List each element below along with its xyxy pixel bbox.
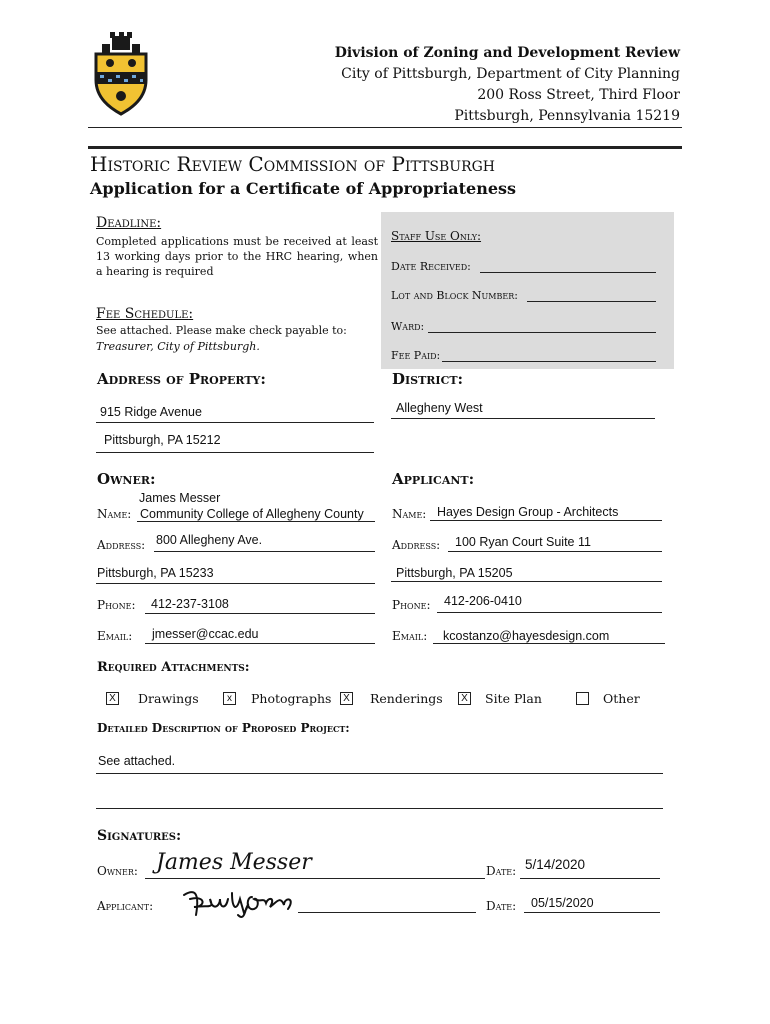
date-received-label: Date Received:: [391, 260, 471, 273]
deadline-label: Deadline:: [96, 215, 162, 231]
fee-paid-label: Fee Paid:: [391, 349, 441, 362]
applicant-phone[interactable]: 412-206-0410: [444, 594, 522, 608]
city-address: Pittsburgh, Pennsylvania 15219: [454, 108, 680, 124]
owner-email-label: Email:: [97, 629, 133, 643]
applicant-email-label: Email:: [392, 629, 428, 643]
applicant-signature-label: Applicant:: [97, 899, 154, 913]
owner-name-line2[interactable]: Community College of Allegheny County: [140, 507, 364, 521]
division-title: Division of Zoning and Development Review: [334, 45, 680, 61]
fee-payable-to: Treasurer, City of Pittsburgh.: [96, 340, 260, 353]
description-label: Detailed Description of Proposed Project:: [97, 721, 350, 735]
owner-signature-label: Owner:: [97, 864, 138, 878]
owner-name-line1[interactable]: James Messer: [139, 491, 221, 505]
description-text[interactable]: See attached.: [98, 754, 176, 768]
signatures-label: Signatures:: [97, 828, 182, 844]
applicant-name-label: Name:: [392, 507, 427, 521]
ward-label: Ward:: [391, 320, 425, 333]
ward-field[interactable]: [428, 332, 656, 333]
site-plan-checkbox[interactable]: X: [458, 692, 471, 705]
drawings-checkbox[interactable]: X: [106, 692, 119, 705]
photographs-label: Photographs: [251, 691, 332, 706]
owner-phone[interactable]: 412-237-3108: [151, 597, 229, 611]
applicant-name[interactable]: Hayes Design Group - Architects: [437, 505, 619, 519]
property-address-line2[interactable]: Pittsburgh, PA 15212: [104, 433, 221, 447]
lot-block-label: Lot and Block Number:: [391, 289, 518, 302]
department-name: City of Pittsburgh, Department of City Planning: [341, 66, 680, 82]
applicant-date[interactable]: 05/15/2020: [531, 896, 594, 910]
applicant-signature[interactable]: [180, 885, 300, 919]
page-subtitle: Application for a Certificate of Appropriateness: [90, 179, 517, 198]
applicant-address-line2[interactable]: Pittsburgh, PA 15205: [396, 566, 513, 580]
applicant-email[interactable]: kcostanzo@hayesdesign.com: [443, 629, 610, 643]
renderings-label: Renderings: [370, 691, 443, 706]
owner-name-label: Name:: [97, 507, 132, 521]
applicant-address-line1[interactable]: 100 Ryan Court Suite 11: [455, 535, 591, 549]
applicant-phone-label: Phone:: [392, 598, 431, 612]
owner-address-line1[interactable]: 800 Allegheny Ave.: [156, 533, 263, 547]
date-received-field[interactable]: [480, 272, 656, 273]
deadline-text: Completed applications must be received at least 13 working days prior to the HRC hearing, when a hearing is required: [96, 235, 378, 278]
attachments-label: Required Attachments:: [97, 660, 250, 675]
owner-label: Owner:: [97, 470, 156, 488]
title-rule: [88, 146, 682, 149]
owner-date[interactable]: 5/14/2020: [525, 857, 586, 872]
fee-schedule-text: See attached. Please make check payable to:: [96, 324, 347, 337]
owner-signature[interactable]: James Messer: [156, 850, 312, 875]
property-address-line1[interactable]: 915 Ridge Avenue: [100, 405, 202, 419]
renderings-checkbox[interactable]: X: [340, 692, 353, 705]
street-address: 200 Ross Street, Third Floor: [477, 87, 680, 103]
owner-date-label: Date:: [486, 864, 517, 878]
fee-paid-field[interactable]: [442, 361, 656, 362]
owner-address-label: Address:: [97, 538, 146, 552]
owner-address-line2[interactable]: Pittsburgh, PA 15233: [97, 566, 214, 580]
owner-email[interactable]: jmesser@ccac.edu: [152, 627, 259, 641]
site-plan-label: Site Plan: [485, 691, 542, 706]
district-label: District:: [392, 370, 464, 388]
photographs-checkbox[interactable]: x: [223, 692, 236, 705]
district-value[interactable]: Allegheny West: [396, 401, 483, 415]
applicant-label: Applicant:: [392, 470, 475, 488]
applicant-address-label: Address:: [392, 538, 441, 552]
other-label: Other: [603, 691, 640, 706]
property-address-label: Address of Property:: [97, 370, 266, 388]
other-checkbox[interactable]: [576, 692, 589, 705]
fee-schedule-label: Fee Schedule:: [96, 306, 194, 322]
staff-use-label: Staff Use Only:: [391, 229, 482, 243]
city-seal-logo: [90, 32, 152, 116]
drawings-label: Drawings: [138, 691, 199, 706]
owner-phone-label: Phone:: [97, 598, 136, 612]
lot-block-field[interactable]: [527, 301, 656, 302]
applicant-date-label: Date:: [486, 899, 517, 913]
page-title: Historic Review Commission of Pittsburgh: [90, 152, 496, 176]
